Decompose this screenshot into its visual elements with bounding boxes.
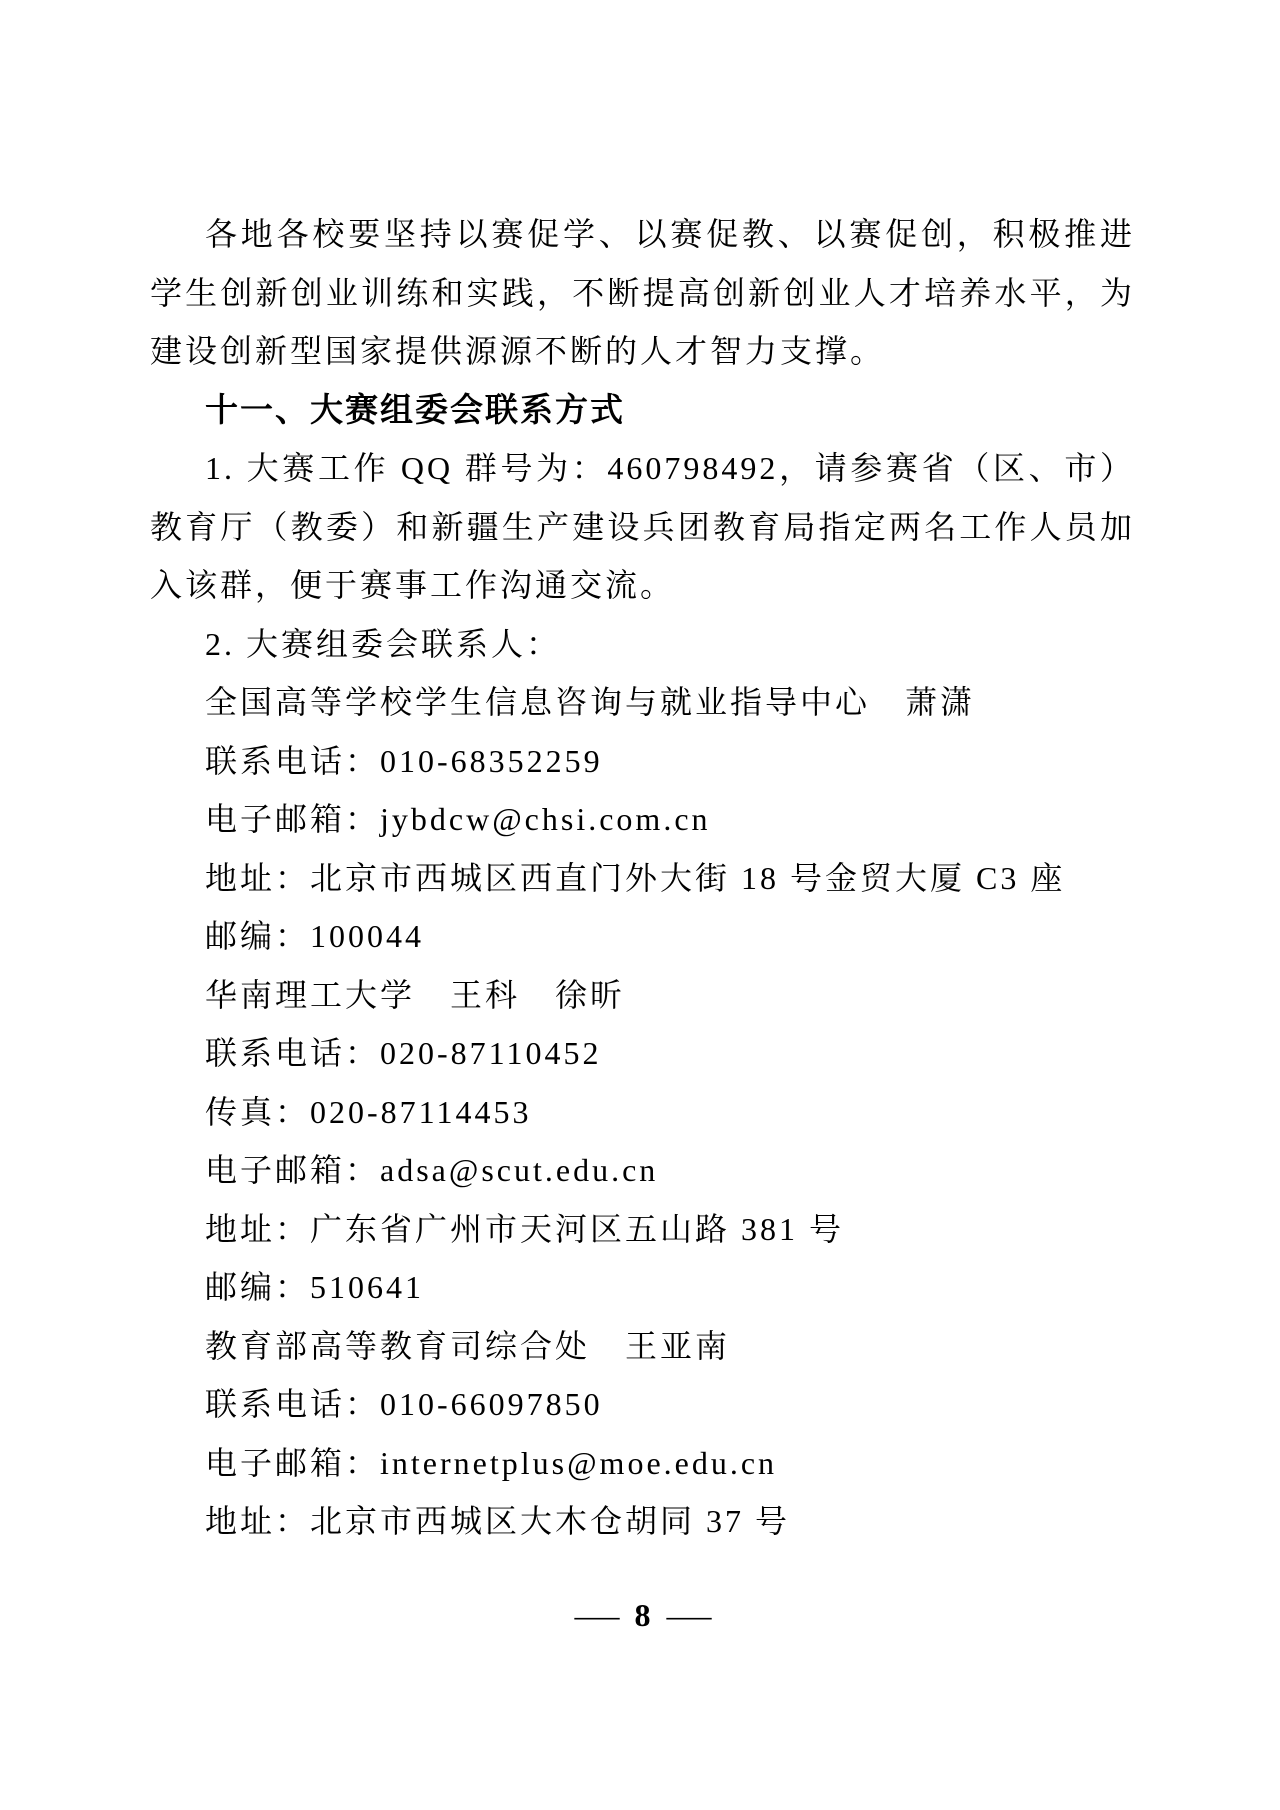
footer-left-dash: — [574,1596,619,1633]
contact-line-phone-moe: 联系电话：010-66097850 [205,1386,603,1422]
page-footer [150,1595,1135,1635]
contact-line-email-moe: 电子邮箱：internetplus@moe.edu.cn [205,1444,778,1481]
contacts-intro-line: 2. 大赛组委会联系人： [205,625,562,662]
section-heading: 十一、大赛组委会联系方式 [205,390,625,428]
contact-line-address-scut: 地址：广东省广州市天河区五山路 381 号 [205,1210,845,1247]
contact-line-fax-scut: 传真：020-87114453 [205,1093,532,1130]
contact-line-org-scut: 华南理工大学 王科 徐昕 [205,976,626,1013]
contact-line-phone-scut: 联系电话：020-87110452 [205,1035,602,1071]
contact-line-org-moe: 教育部高等教育司综合处 王亚南 [205,1327,731,1364]
intro-paragraph: 各地各校要坚持以赛促学、以赛促教、以赛促创，积极推进学生创新创业训练和实践，不断提高创新创业人才培养水平，为建设创新型国家提供源源不断的人才智力支撑。 [150,216,1135,369]
footer-right-dash: — [666,1596,711,1633]
contact-line-email-scut: 电子邮箱：adsa@scut.edu.cn [205,1152,659,1188]
contact-line-address-chsi: 地址：北京市西城区西直门外大街 18 号金贸大厦 C3 座 [205,859,1066,896]
contact-line-zip-scut: 邮编：510641 [205,1269,425,1305]
contact-line-zip-chsi: 邮编：100044 [205,918,425,954]
contact-line-email-chsi: 电子邮箱：jybdcw@chsi.com.cn [205,801,711,837]
contact-line-org-chsi: 全国高等学校学生信息咨询与就业指导中心 萧潇 [205,684,976,720]
contact-line-phone-chsi: 联系电话：010-68352259 [205,742,603,779]
contact-line-address-moe: 地址：北京市西城区大木仓胡同 37 号 [205,1503,791,1539]
qq-group-paragraph: 1. 大赛工作 QQ 群号为：460798492，请参赛省（区、市）教育厅（教委）和新疆生产建设兵团教育局指定两名工作人员加入该群，便于赛事工作沟通交流。 [150,450,1135,603]
page-number: 8 [634,1596,651,1633]
